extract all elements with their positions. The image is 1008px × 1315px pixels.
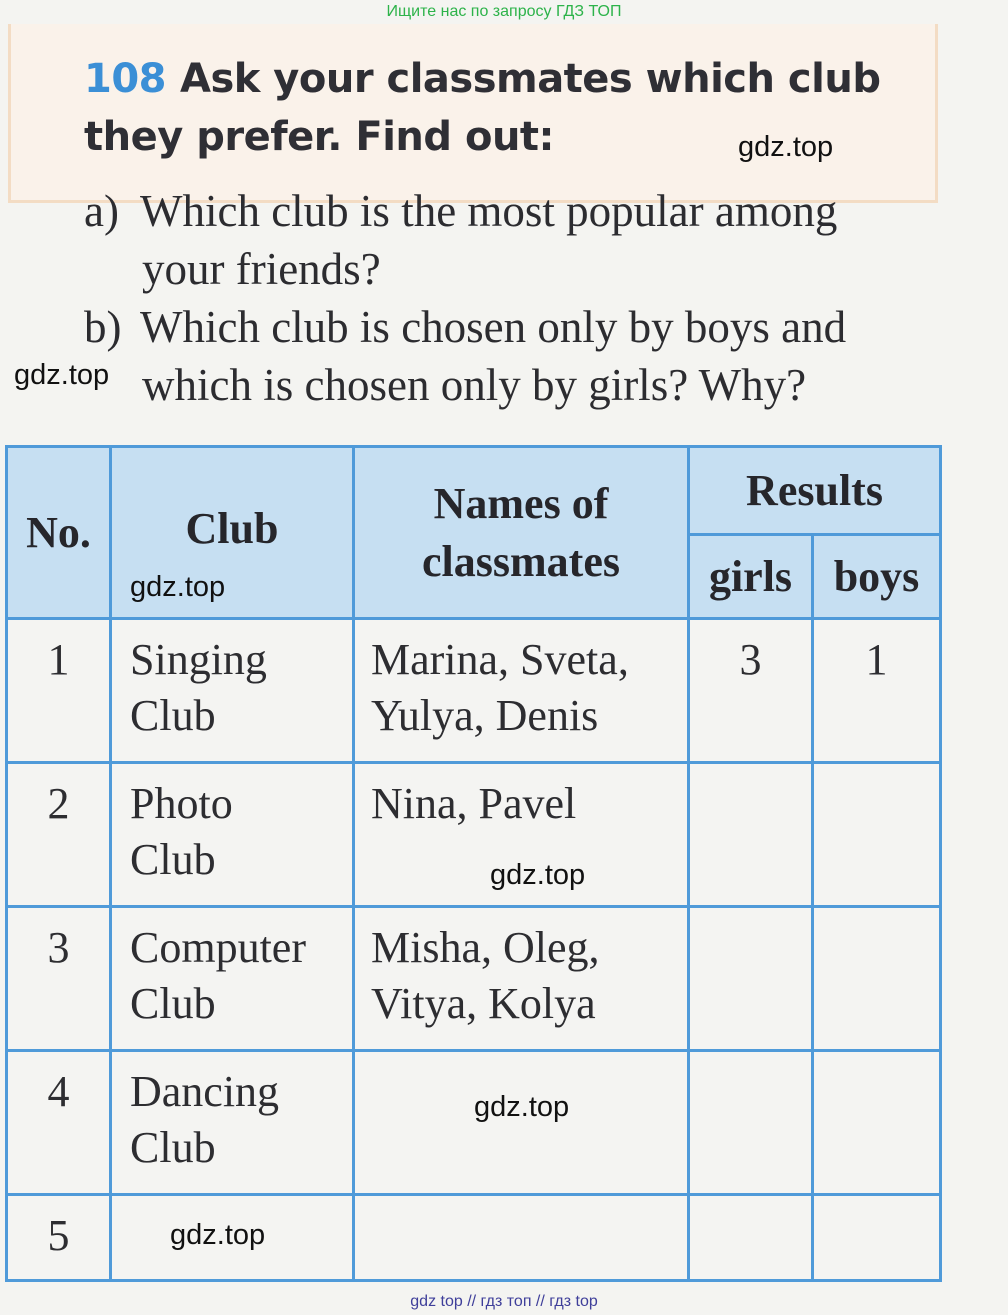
header-results: Results — [689, 447, 941, 535]
table-row — [7, 619, 941, 763]
club-name-line1: Dancing — [130, 1067, 280, 1116]
club-cell — [111, 907, 354, 1051]
question-b-line2: which is chosen only by girls? Why? — [142, 360, 807, 410]
header-girls: girls — [689, 535, 813, 619]
top-banner[interactable]: Ищите нас по запросу ГДЗ ТОП — [386, 3, 622, 20]
names-line1: Misha, Oleg, — [371, 923, 600, 972]
watermark: gdz.top — [170, 1219, 266, 1251]
names-line1: Marina, Sveta, — [371, 635, 629, 684]
header-names-line1: Names of — [433, 478, 609, 528]
row-number: 5 — [7, 1195, 111, 1281]
header-club: Club — [111, 447, 354, 619]
girls-count — [689, 907, 813, 1051]
watermark: gdz.top — [130, 571, 226, 603]
row-number: 3 — [7, 907, 111, 1051]
club-cell — [111, 1051, 354, 1195]
table-row — [7, 1195, 941, 1281]
watermark: gdz.top — [738, 131, 834, 163]
boys-count — [813, 763, 941, 907]
club-name-line2: Club — [130, 835, 216, 884]
boys-count: 1 — [813, 619, 941, 763]
names-cell — [354, 1195, 689, 1281]
bottom-banner[interactable]: gdz top // гдз топ // гдз top — [410, 1293, 598, 1310]
header-names — [354, 447, 689, 619]
watermark: gdz.top — [14, 359, 110, 391]
club-cell — [111, 763, 354, 907]
club-name-line2: Club — [130, 1123, 216, 1172]
girls-count: 3 — [689, 619, 813, 763]
boys-count — [813, 1195, 941, 1281]
row-number: 2 — [7, 763, 111, 907]
row-number: 1 — [7, 619, 111, 763]
girls-count — [689, 1051, 813, 1195]
question-b-letter: b) — [84, 302, 122, 352]
girls-count — [689, 763, 813, 907]
names-line2: Yulya, Denis — [371, 691, 599, 740]
names-cell — [354, 619, 689, 763]
header-boys: boys — [813, 535, 941, 619]
question-a-line1: Which club is the most popular among — [140, 186, 838, 236]
club-name-line1: Photo — [130, 779, 233, 828]
question-a-line2: your friends? — [142, 244, 381, 294]
boys-count — [813, 1051, 941, 1195]
names-line2: Vitya, Kolya — [371, 979, 596, 1028]
table-row — [7, 763, 941, 907]
club-name-line1: Computer — [130, 923, 306, 972]
club-cell — [111, 619, 354, 763]
watermark: gdz.top — [490, 859, 586, 891]
question-a-letter: a) — [84, 186, 119, 236]
watermark: gdz.top — [474, 1091, 570, 1123]
boys-count — [813, 907, 941, 1051]
girls-count — [689, 1195, 813, 1281]
question-b-line1: Which club is chosen only by boys and — [140, 302, 847, 352]
names-cell — [354, 907, 689, 1051]
header-no: No. — [7, 447, 111, 619]
table-row — [7, 907, 941, 1051]
club-name-line2: Club — [130, 979, 216, 1028]
names-line1: Nina, Pavel — [371, 779, 577, 828]
club-name-line2: Club — [130, 691, 216, 740]
header-names-line2: classmates — [422, 536, 620, 586]
row-number: 4 — [7, 1051, 111, 1195]
club-name-line1: Singing — [130, 635, 267, 684]
exercise-instruction: Ask your classmates which club they prefer. Find out: — [84, 56, 881, 160]
exercise-number: 108 — [84, 56, 166, 102]
